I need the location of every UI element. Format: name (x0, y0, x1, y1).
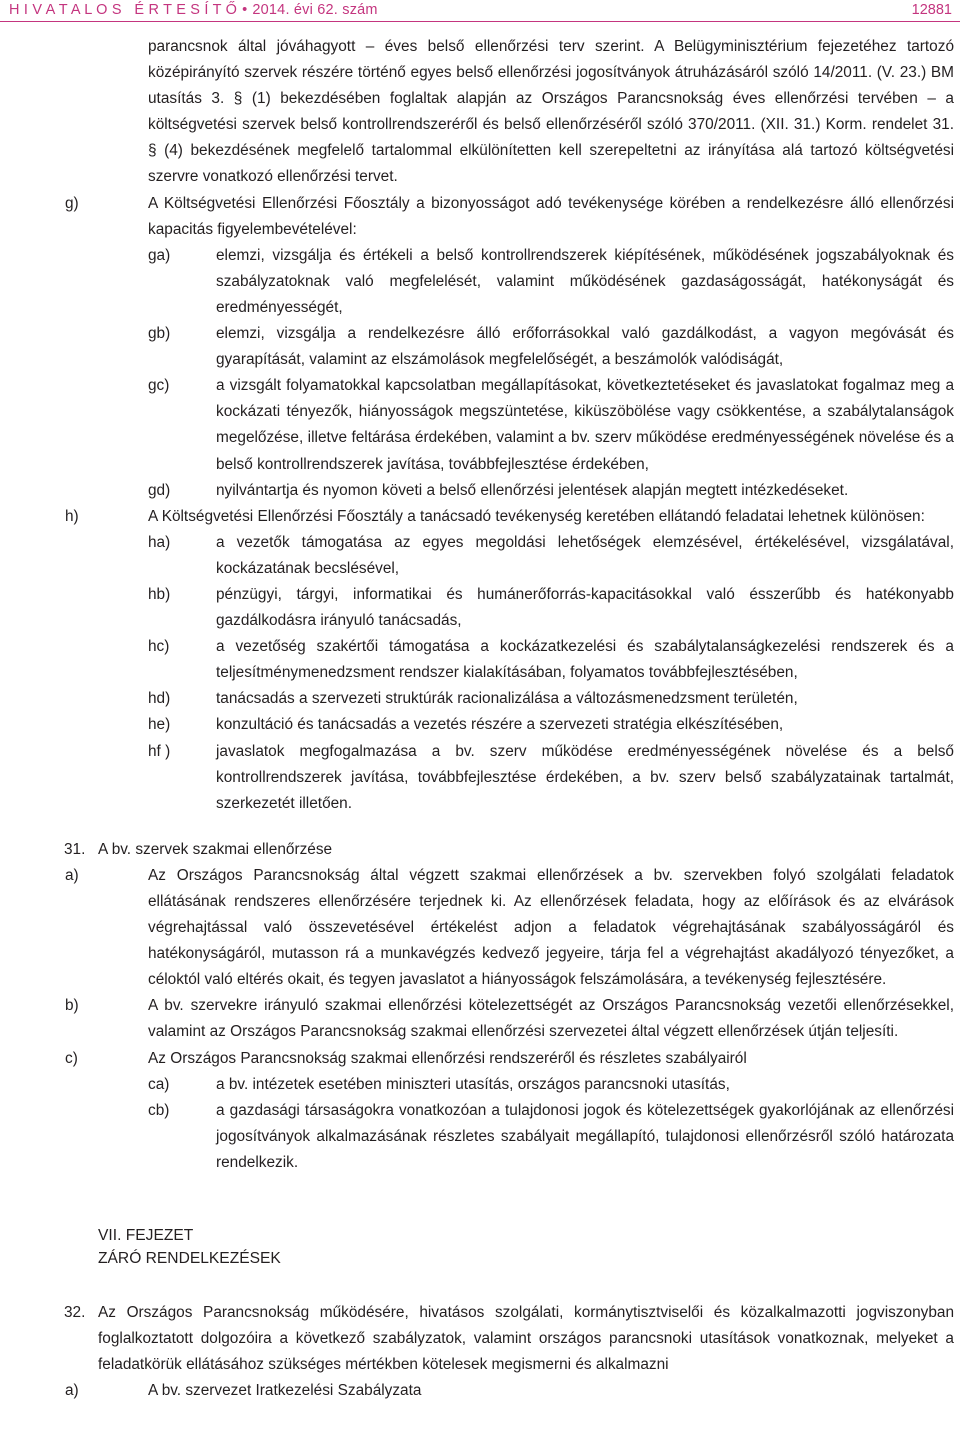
chapter-number: VII. FEJEZET (98, 1227, 194, 1245)
subpoint-he (148, 712, 954, 738)
point-label: h) (65, 507, 79, 525)
subpoint-label: hc) (148, 638, 170, 656)
header-divider (0, 21, 960, 22)
subpoint-label: he) (148, 716, 171, 734)
subpoint-gb (148, 321, 954, 373)
point-text: Az Országos Parancsnokság szakmai ellenőrzési rendszeréről és részletes szabályairól (148, 1049, 747, 1067)
point-31a (65, 863, 954, 993)
subpoint-ha (148, 530, 954, 582)
header-bullet: • (242, 2, 248, 18)
point-g (65, 191, 954, 243)
subpoint-hb (148, 582, 954, 634)
subpoint-gd (148, 478, 954, 504)
point-text: A bv. szervezet Iratkezelési Szabályzata (148, 1382, 422, 1400)
subpoint-hd (148, 686, 954, 712)
section-title: A bv. szervek szakmai ellenőrzése (98, 840, 333, 858)
subpoint-text: pénzügyi, tárgyi, informatikai és humánerőforrás-kapacitásokkal való ésszerűbb és hatékonyabb gazdálkodásra irányuló tanácsadás, (216, 585, 954, 630)
section-32 (64, 1300, 954, 1378)
page-number: 12881 (911, 2, 952, 18)
subpoint-text: konzultáció és tanácsadás a vezetés részére a szervezeti stratégia elkészítésében, (216, 716, 784, 734)
section-31-heading (64, 837, 954, 863)
journal-header (9, 2, 378, 18)
section-text: Az Országos Parancsnokság működésére, hivatásos szolgálati, kormánytisztviselői és közalkalmazotti jogviszonyban foglalkoztatott dolgozóira a következő szabályzatok, valamint országos parancsnoki utasítások vonatkoznak, melyeket a feladatkörük ellátásához szükséges mértékben kötelesek megismerni és alkalmazni (98, 1304, 954, 1374)
subpoint-hf (148, 739, 954, 817)
subpoint-label: hf ) (148, 742, 171, 760)
subpoint-label: ca) (148, 1075, 170, 1093)
subpoint-text: elemzi, vizsgálja a rendelkezésre álló erőforrásokkal való gazdálkodást, a vagyon megóvását és gyarapítását, valamint az elszámolások megfelelőségét, a beszámolók valódiságát, (216, 325, 954, 369)
point-32a (65, 1378, 954, 1404)
subpoint-cb (148, 1098, 954, 1176)
point-text: Az Országos Parancsnokság által végzett szakmai ellenőrzések a bv. szervekben folyó szolgálati feladatok ellátásának rendszeres ellenőrzésére terjednek ki. Az ellenőrzések feladata, hogy az előírások és az elvárások végrehajtással való összevetésével értékelést adjon a feladatok végrehajtásának szabályosságáról és hatékonyságáról, mutasson rá a munkavégzés kedvező jegyeire, tárja fel a végrehajtást akadályozó tényezőket, a céloktól való eltérés okait, és tegyen javaslatot a hiányosságok felszámolására, a tevékenység fejlesztésére. (148, 866, 954, 989)
subpoint-label: cb) (148, 1101, 170, 1119)
point-31c (65, 1046, 954, 1072)
subpoint-text: a gazdasági társaságokra vonatkozóan a tulajdonosi jogok és kötelezettségek gyakorlójának az ellenőrzési jogosítványok alkalmazásának részletes szabályait megállapító, tulajdonosi ellenőrzésről szóló határozata rendelkezik. (216, 1101, 954, 1171)
subpoint-label: hd) (148, 690, 171, 708)
page-header (0, 0, 960, 22)
subpoint-label: gb) (148, 325, 171, 343)
subpoint-text: javaslatok megfogalmazása a bv. szerv működése eredményességének növelése és a belső kontrollrendszerek javítása, továbbfejlesztése érdekében, a bv. szerv belső szabályzatainak tartalmát, szerkezetét illetően. (216, 742, 954, 812)
point-31b (65, 993, 954, 1045)
point-text: A Költségvetési Ellenőrzési Főosztály a tanácsadó tevékenység keretében ellátandó feladatai lehetnek különösen: (148, 507, 925, 525)
subpoint-text: nyilvántartja és nyomon követi a belső ellenőrzési jelentések alapján megtett intézkedéseket. (216, 481, 849, 499)
subpoint-text: a vezetőség szakértői támogatása a kockázatkezelési és szabálytalanságkezelési rendszerek és a teljesítménymenedzsment rendszer kialakításában, folyamatos továbbfejlesztésében, (216, 638, 954, 682)
point-label: a) (65, 1382, 79, 1400)
point-label: c) (65, 1049, 78, 1067)
journal-title: H I V A T A L O S É R T E S Í T Ő (9, 2, 238, 18)
subpoint-text: elemzi, vizsgálja és értékeli a belső kontrollrendszerek kiépítésének, működésének jogszabályoknak és szabályzatoknak való megfelelését, valamint működésének gazdaságosságát, hatékonyságát és eredményességét, (216, 246, 954, 316)
subpoint-label: ga) (148, 246, 171, 264)
point-h (65, 504, 954, 530)
point-label: g) (65, 194, 79, 212)
subpoint-text: a bv. intézetek esetében miniszteri utasítás, országos parancsnoki utasítás, (216, 1075, 730, 1093)
subpoint-label: ha) (148, 533, 171, 551)
subpoint-text: a vizsgált folyamatokkal kapcsolatban megállapításokat, következtetéseket és javaslatokat fogalmaz meg a kockázati tényezők, hiányosságok megszüntetése, kiküszöbölése vagy csökkentése, a szabálytalanságok megelőzése, illetve feltárása érdekében, valamint a bv. szerv működése eredményességének növelése és a belső kontrollrendszerek javítása, továbbfejlesztése érdekében, (216, 377, 954, 473)
subpoint-label: hb) (148, 585, 171, 603)
section-number: 31. (64, 840, 86, 858)
chapter-title: ZÁRÓ RENDELKEZÉSEK (98, 1250, 281, 1268)
point-text: A bv. szervekre irányuló szakmai ellenőrzési kötelezettségét az Országos Parancsnokság vezetői ellenőrzésekkel, valamint az Országos Parancsnokság szakmai ellenőrzési szervezetei által végzett ellenőrzések útján teljesíti. (148, 997, 954, 1041)
subpoint-hc (148, 634, 954, 686)
point-label: a) (65, 866, 79, 884)
issue-number: 2014. évi 62. szám (252, 2, 378, 18)
subpoint-gc (148, 373, 954, 477)
subpoint-ca (148, 1072, 954, 1098)
document-body (0, 34, 960, 1404)
section-number: 32. (64, 1304, 86, 1322)
point-text: A Költségvetési Ellenőrzési Főosztály a bizonyosságot adó tevékenysége körében a rendelkezésre álló ellenőrzési kapacitás figyelembevételével: (148, 194, 954, 238)
intro-paragraph: parancsnok által jóváhagyott – éves belső ellenőrzési terv szerint. A Belügyminisztérium fejezetéhez tartozó középirányító szervek részére történő egyes belső ellenőrzési jogosítványok átruházásáról szóló 14/2011. (V. 23.) BM utasítás 3. § (1) bekezdésében foglaltak alapján az Országos Parancsnokság éves ellenőrzési tervében – a költségvetési szervek belső kontrollrendszeréről és belső ellenőrzéséről szóló 370/2011. (XII. 31.) Korm. rendelet 31. § (4) bekezdésének megfelelő tartalommal elkülönítetten kell szerepeltetni az irányítása alá tartozó költségvetési szervre vonatkozó ellenőrzési tervet. (148, 38, 954, 186)
subpoint-label: gd) (148, 481, 171, 499)
subpoint-ga (148, 243, 954, 321)
point-label: b) (65, 997, 79, 1015)
subpoint-text: a vezetők támogatása az egyes megoldási lehetőségek elemzésével, értékelésével, vizsgálatával, kockázatának becslésével, (216, 533, 954, 577)
subpoint-label: gc) (148, 377, 170, 395)
subpoint-text: tanácsadás a szervezeti struktúrák racionalizálása a változásmenedzsment területén, (216, 690, 798, 708)
chapter-heading (98, 1224, 960, 1270)
